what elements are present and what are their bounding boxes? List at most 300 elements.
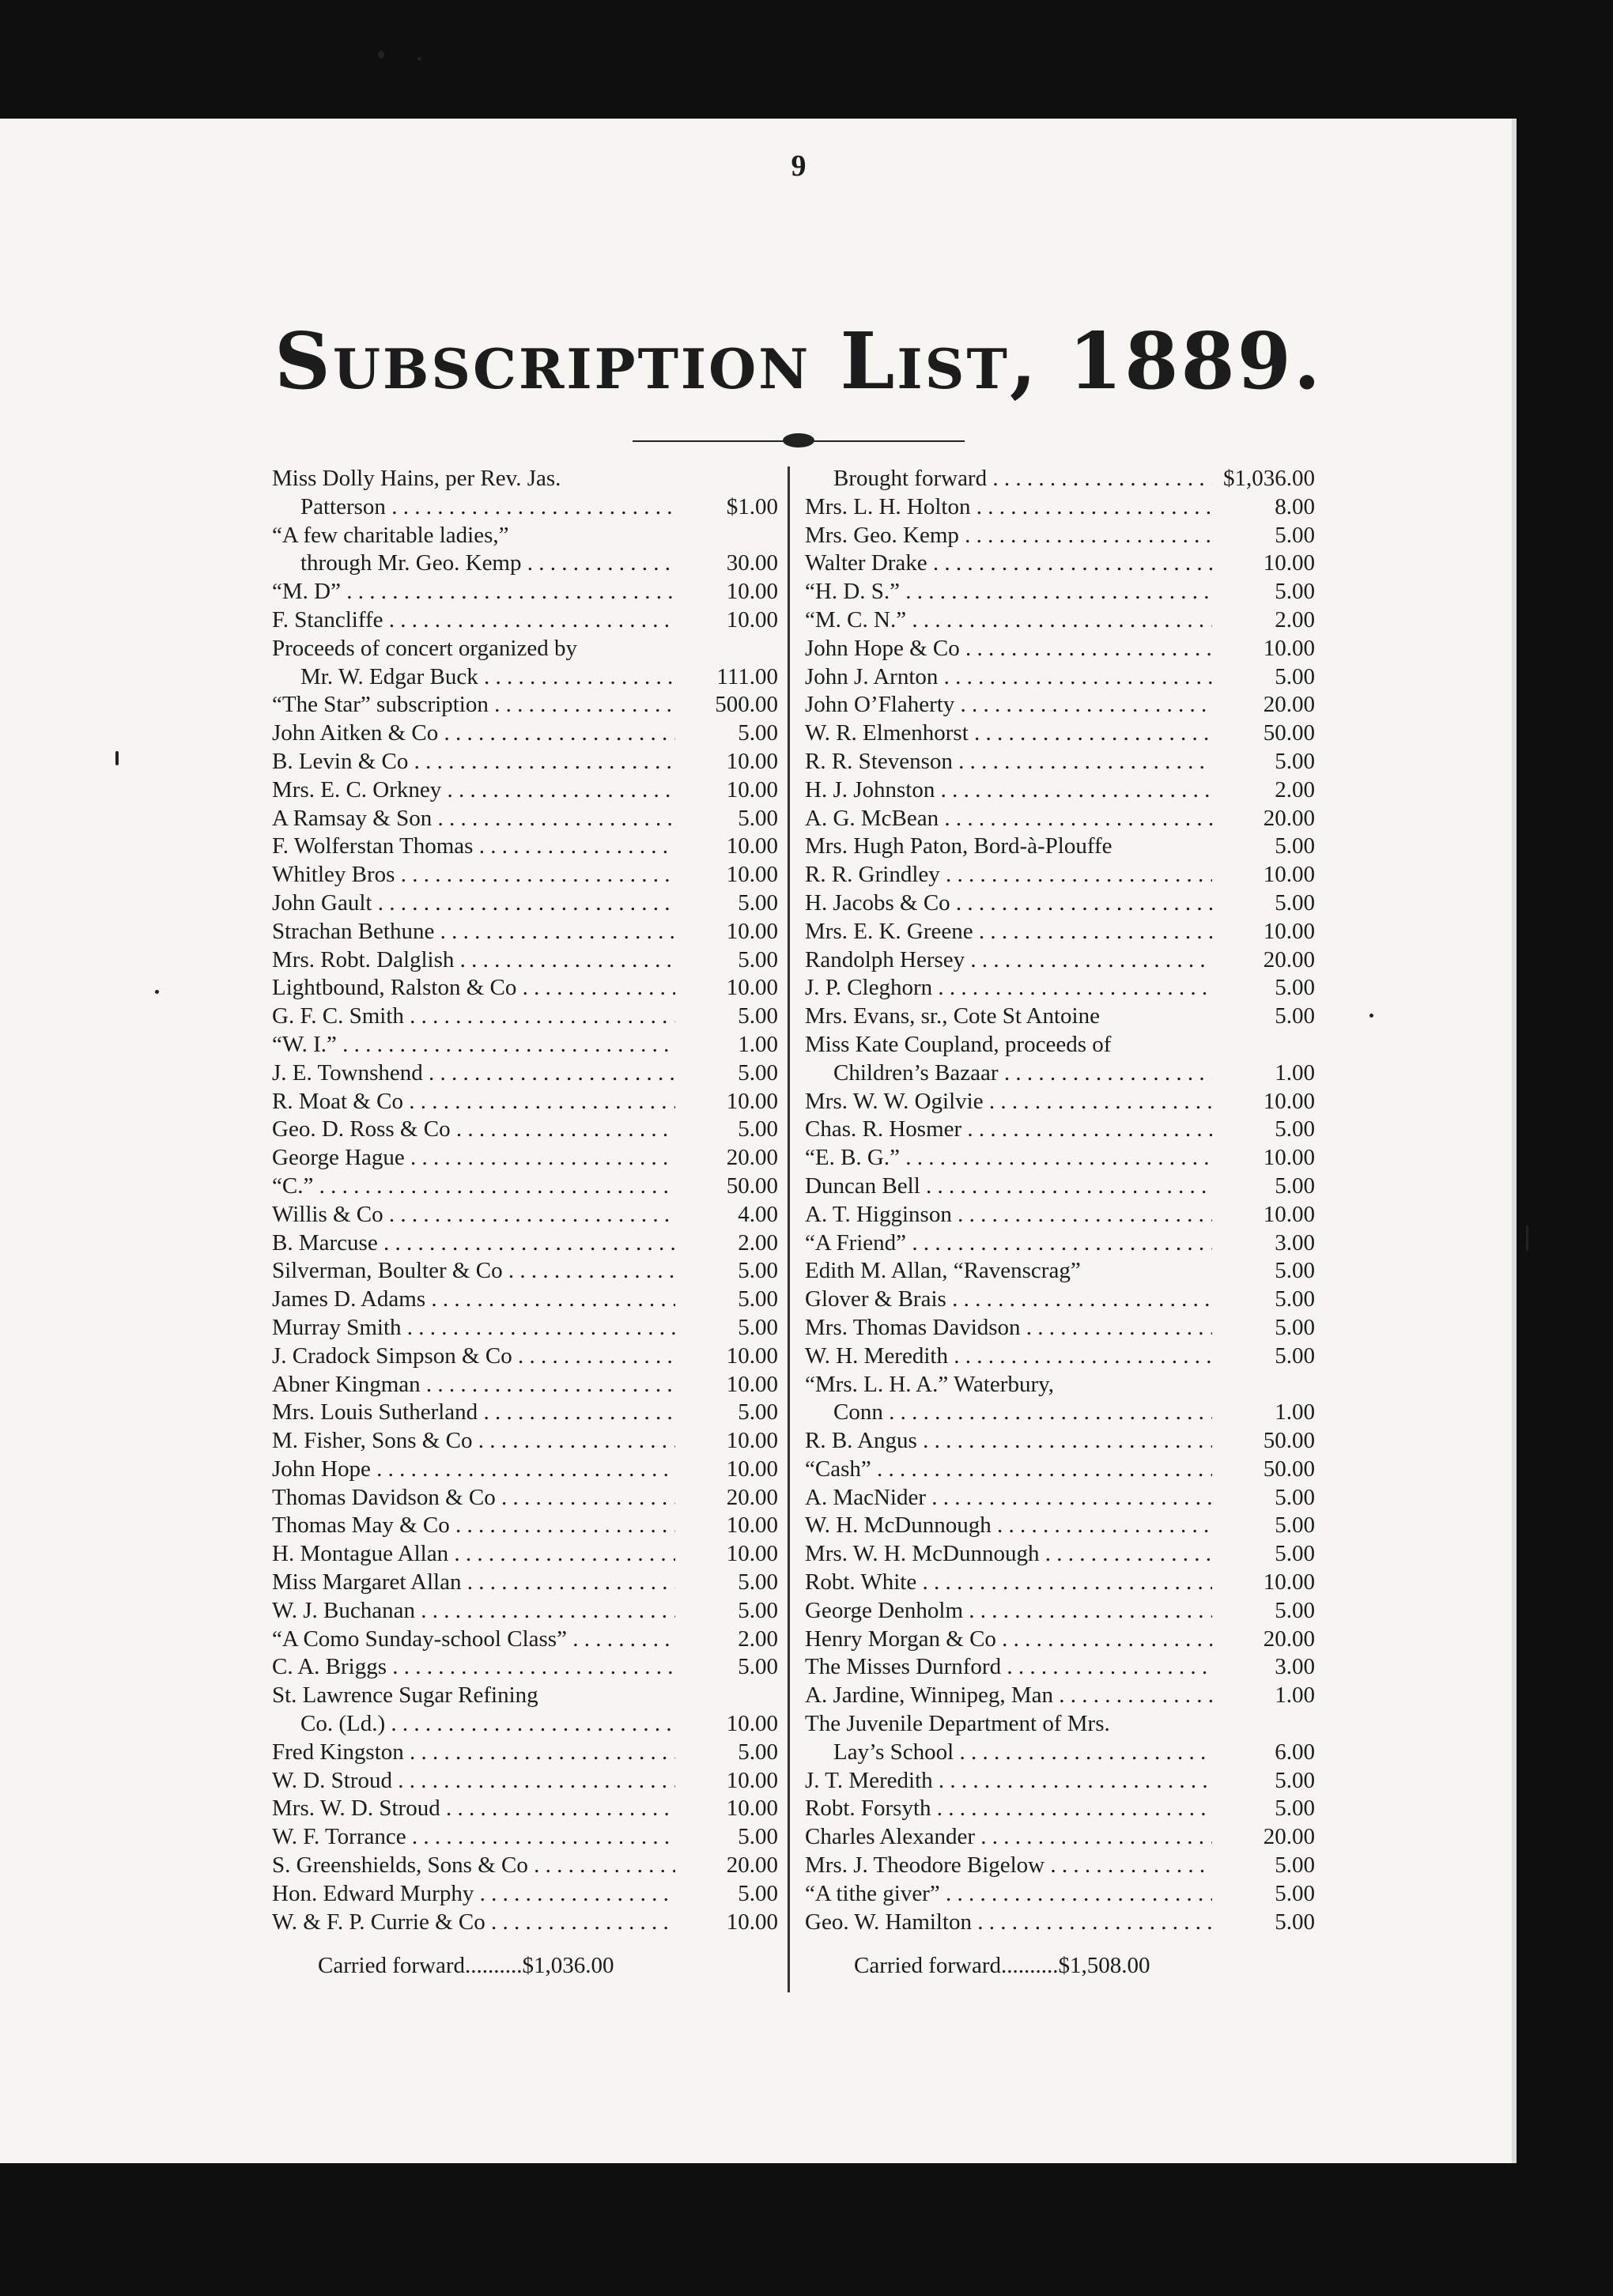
subscription-entry [272,549,778,578]
subscription-amount: 20.00 [1263,946,1315,972]
subscription-entry [272,1003,778,1031]
subscriber-name: W. D. Stroud . . . [272,1767,675,1796]
subscription-amount: 5.00 [1275,1484,1315,1510]
subscription-entry [272,1653,778,1682]
subscriber-name: John J. Arnton . . . [805,663,1212,692]
subscription-amount: 5.00 [1275,579,1315,605]
subscription-amount: 5.00 [1275,1258,1315,1284]
subscription-amount: 10.00 [1263,635,1315,661]
subscriber-name: Glover & Brais . . . [805,1286,1212,1314]
subscription-entry [272,1286,778,1314]
subscriber-name: Whitley Bros . . . [272,861,675,889]
subscription-amount: 10.00 [726,1767,778,1793]
subscriber-name: Conn . . . [833,1399,1212,1427]
subscription-amount: 5.00 [1275,833,1315,859]
subscriber-name: R. B. Angus . . . [805,1427,1212,1456]
subscriber-name: Thomas Davidson & Co . . . [272,1484,675,1512]
subscription-entry [805,522,1315,550]
subscription-entry [805,1031,1315,1059]
subscription-entry [805,1569,1315,1597]
subscription-amount: 4.00 [738,1201,778,1227]
subscriber-name: Lightbound, Ralston & Co . . . [272,974,675,1003]
subscription-amount: 10.00 [1263,550,1315,576]
subscription-amount: 5.00 [738,720,778,746]
subscriber-name: Mrs. J. Theodore Bigelow . . . [805,1852,1212,1880]
subscriber-name: Thomas May & Co . . . [272,1512,675,1540]
subscriber-name: J. P. Cleghorn . . . [805,974,1212,1003]
subscriber-name: The Misses Durnford . . . [805,1653,1212,1682]
subscription-entry [272,1116,778,1144]
subscription-entry [272,1456,778,1484]
subscription-amount: 20.00 [1263,1824,1315,1850]
subscriber-name: R. Moat & Co . . . [272,1088,675,1116]
subscriber-name: F. Wolferstan Thomas . . . [272,833,675,861]
subscription-entry [805,1512,1315,1540]
subscriber-name: Geo. D. Ross & Co . . . [272,1116,675,1144]
title-ornament [633,433,965,449]
subscription-entry [272,1257,778,1286]
subscription-entry [272,776,778,805]
subscriber-name: Strachan Bethune . . . [272,918,675,946]
subscription-entry [272,1031,778,1059]
subscription-amount: 10.00 [726,1342,778,1369]
subscription-amount: 5.00 [738,946,778,972]
subscription-amount: 5.00 [1275,748,1315,774]
subscriber-name: James D. Adams . . . [272,1286,675,1314]
subscription-amount: 10.00 [1263,1145,1315,1171]
subscription-entry [805,1852,1315,1880]
subscription-amount: $1,036.00 [1223,466,1315,491]
subscriber-name: Randolph Hersey . . . [805,946,1212,975]
subscription-entry [272,1540,778,1569]
subscription-entry [805,549,1315,578]
subscription-amount: 5.00 [1275,1597,1315,1623]
subscriber-name: Henry Morgan & Co . . . [805,1626,1212,1654]
subscriber-name: W. J. Buchanan . . . [272,1597,675,1626]
subscription-amount: 1.00 [1275,1059,1315,1086]
subscription-entry [805,493,1315,522]
subscriber-name: “C.” . . . [272,1173,675,1201]
subscription-amount: 10.00 [726,1541,778,1567]
subscriber-name: Abner Kingman . . . [272,1371,675,1399]
subscriber-name: F. Stancliffe . . . [272,606,675,635]
subscription-amount: 5.00 [1275,1342,1315,1369]
subscriber-name: “A Friend” . . . [805,1229,1212,1258]
subscription-amount: 5.00 [1275,522,1315,548]
subscription-amount: 5.00 [1275,1003,1315,1029]
subscriber-name: Robt. Forsyth . . . [805,1795,1212,1823]
subscriber-name: H. Jacobs & Co . . . [805,889,1212,918]
subscriber-name: Hon. Edward Murphy . . . [272,1880,675,1909]
subscriber-name: Fred Kingston . . . [272,1739,675,1767]
subscriber-name: B. Marcuse . . . [272,1229,675,1258]
subscriber-name: Mrs. E. K. Greene . . . [805,918,1212,946]
subscriber-name: R. R. Grindley . . . [805,861,1212,889]
subscriber-name: A. Jardine, Winnipeg, Man . . . [805,1682,1212,1710]
subscription-amount: 5.00 [1275,1880,1315,1906]
subscription-entry [272,635,778,663]
subscription-entry [272,1909,778,1937]
subscription-entry [805,1739,1315,1767]
specks [1369,1014,1373,1018]
specks [417,57,421,61]
subscription-amount: 5.00 [738,1569,778,1595]
subscriber-name: Charles Alexander . . . [805,1823,1212,1852]
subscriber-name: R. R. Stevenson . . . [805,748,1212,776]
subscription-entry [272,1795,778,1823]
subscription-amount: 5.00 [738,1739,778,1765]
subscription-entry [805,1342,1315,1371]
subscription-amount: 5.00 [738,1258,778,1284]
subscription-amount: 5.00 [1275,1852,1315,1879]
subscription-entry [272,1229,778,1258]
subscriber-name: Mrs. Evans, sr., Cote St Antoine [805,1003,1100,1029]
subscription-amount: 5.00 [738,1597,778,1623]
subscription-entry [805,1626,1315,1654]
subscription-entry [805,1823,1315,1852]
subscriber-name: Children’s Bazaar . . . [833,1059,1212,1088]
subscription-entry [805,1088,1315,1116]
subscription-entry [272,974,778,1003]
specks [155,990,159,994]
subscription-amount: 2.00 [1275,606,1315,633]
subscription-amount: 1.00 [738,1031,778,1057]
subscription-entry [272,918,778,946]
subscriber-name: Co. (Ld.) . . . [300,1710,675,1739]
subscriber-name: John Hope & Co . . . [805,635,1212,663]
subscription-entry [805,719,1315,748]
subscription-amount: 30.00 [726,550,778,576]
subscriber-name: H. Montague Allan . . . [272,1540,675,1569]
subscription-entry [805,861,1315,889]
subscription-amount: 10.00 [726,918,778,944]
subscriber-name: “A Como Sunday-school Class” . . . [272,1626,675,1654]
subscriber-name: W. & F. P. Currie & Co . . . [272,1909,675,1937]
subscription-entry [272,748,778,776]
subscription-amount: 5.00 [1275,1173,1315,1199]
subscription-entry [272,1739,778,1767]
subscription-amount: 20.00 [1263,692,1315,718]
subscriber-name: “Cash” . . . [805,1456,1212,1484]
subscription-entry [805,578,1315,606]
subscriber-name: “M. C. N.” . . . [805,606,1212,635]
subscription-entry [272,1484,778,1512]
subscription-amount: $1.00 [726,493,778,519]
subscription-entry [272,1626,778,1654]
subscription-entry [805,606,1315,635]
subscriber-name: Brought forward . . . [833,465,1212,493]
subscription-amount: 5.00 [738,1314,778,1340]
subscription-amount: 5.00 [738,1059,778,1086]
subscription-amount: 10.00 [726,606,778,633]
subscription-amount: 5.00 [738,1286,778,1312]
subscriber-name: John Hope . . . [272,1456,675,1484]
subscription-entry [272,1342,778,1371]
subscriber-name: M. Fisher, Sons & Co . . . [272,1427,675,1456]
subscription-entry [272,1880,778,1909]
subscription-entry [805,748,1315,776]
subscriber-name: Mrs. Louis Sutherland . . . [272,1399,675,1427]
subscription-entry [272,1173,778,1201]
subscription-entry [805,1540,1315,1569]
subscriber-name: John Gault . . . [272,889,675,918]
subscription-entry [272,1059,778,1088]
subscriber-name: “The Star” subscription . . . [272,691,675,719]
subscription-entry [272,1088,778,1116]
subscriber-name: The Juvenile Department of Mrs. [805,1711,1110,1737]
subscription-amount: 10.00 [726,1456,778,1482]
subscriber-name: W. R. Elmenhorst . . . [805,719,1212,748]
subscription-entry [805,1597,1315,1626]
subscription-amount: 50.00 [726,1173,778,1199]
subscription-amount: 3.00 [1275,1654,1315,1680]
subscription-entry [272,1399,778,1427]
subscription-amount: 10.00 [726,1512,778,1539]
subscription-amount: 5.00 [1275,1286,1315,1312]
subscription-amount: 10.00 [726,776,778,802]
subscriber-name: Mrs. E. C. Orkney . . . [272,776,675,805]
subscription-amount: 10.00 [726,579,778,605]
subscriber-name: J. T. Meredith . . . [805,1767,1212,1796]
subscription-entry [272,606,778,635]
subscription-amount: 10.00 [726,1428,778,1454]
subscriber-name: “M. D” . . . [272,578,675,606]
subscriber-name: Mrs. Hugh Paton, Bord-à-Plouffe [805,833,1112,859]
subscription-amount: 10.00 [726,1088,778,1114]
subscription-amount: 10.00 [1263,1088,1315,1114]
subscriber-name: John Aitken & Co . . . [272,719,675,748]
subscriber-name: A. T. Higginson . . . [805,1201,1212,1229]
subscriber-name: Mrs. Robt. Dalglish . . . [272,946,675,975]
subscriber-name: A. G. McBean . . . [805,805,1212,833]
subscription-entry [805,776,1315,805]
subscription-entry [805,635,1315,663]
subscription-entry [805,1427,1315,1456]
subscription-entry [272,578,778,606]
subscription-amount: 20.00 [1263,805,1315,831]
subscriber-name: Mrs. Thomas Davidson . . . [805,1314,1212,1342]
subscription-amount: 10.00 [726,833,778,859]
subscription-entry [805,1909,1315,1937]
subscription-entry [805,1456,1315,1484]
subscription-entry [805,946,1315,975]
subscriber-name: Mrs. W. H. McDunnough . . . [805,1540,1212,1569]
subscription-entry [272,1682,778,1710]
subscriber-name: A Ramsay & Son . . . [272,805,675,833]
subscription-amount: 2.00 [738,1626,778,1652]
subscription-entry [272,1569,778,1597]
subscription-entry [272,465,778,493]
subscription-amount: 10.00 [1263,918,1315,944]
subscription-amount: 1.00 [1275,1399,1315,1426]
subscriber-name: Miss Margaret Allan . . . [272,1569,675,1597]
subscriber-name: G. F. C. Smith . . . [272,1003,675,1031]
subscription-entry [805,465,1315,493]
subscription-amount: 20.00 [726,1852,778,1879]
subscription-entry [272,1314,778,1342]
subscriber-name: S. Greenshields, Sons & Co . . . [272,1852,675,1880]
subscription-amount: 50.00 [1263,720,1315,746]
subscription-amount: 10.00 [726,1371,778,1397]
subscription-entry [272,1144,778,1173]
subscription-amount: 5.00 [738,889,778,916]
subscriber-name: Mr. W. Edgar Buck . . . [300,663,675,692]
subscriber-name: Proceeds of concert organized by [272,635,577,661]
subscription-entry [272,691,778,719]
right-column [805,465,1315,1936]
subscription-entry [805,1484,1315,1512]
subscriber-name: J. E. Townshend . . . [272,1059,675,1088]
subscription-amount: 5.00 [738,1824,778,1850]
subscriber-name: J. Cradock Simpson & Co . . . [272,1342,675,1371]
subscriber-name: “W. I.” . . . [272,1031,675,1059]
subscription-amount: 500.00 [715,692,778,718]
subscriber-name: W. H. Meredith . . . [805,1342,1212,1371]
subscription-entry [272,1710,778,1739]
subscriber-name: Mrs. Geo. Kemp . . . [805,522,1212,550]
subscription-amount: 50.00 [1263,1428,1315,1454]
subscription-amount: 5.00 [1275,1796,1315,1822]
subscription-entry [272,1201,778,1229]
subscription-entry [805,805,1315,833]
subscription-entry [805,1767,1315,1796]
subscriber-name: Silverman, Boulter & Co . . . [272,1257,675,1286]
subscription-entry [805,1229,1315,1258]
subscription-entry [805,663,1315,692]
subscriber-name: Walter Drake . . . [805,549,1212,578]
subscriber-name: Chas. R. Hosmer . . . [805,1116,1212,1144]
subscription-entry [272,1512,778,1540]
subscription-amount: 8.00 [1275,493,1315,519]
subscription-amount: 5.00 [1275,1512,1315,1539]
subscription-amount: 10.00 [726,1711,778,1737]
subscription-entry [805,1201,1315,1229]
subscription-entry [805,1059,1315,1088]
subscription-entry [805,1710,1315,1739]
page-number: 9 [791,149,806,183]
subscription-amount: 10.00 [726,1796,778,1822]
subscriber-name: Duncan Bell . . . [805,1173,1212,1201]
subscription-entry [272,833,778,861]
subscription-amount: 5.00 [1275,1314,1315,1340]
subscriber-name: Mrs. L. H. Holton . . . [805,493,1212,522]
subscription-entry [272,946,778,975]
subscriber-name: “H. D. S.” . . . [805,578,1212,606]
subscription-amount: 10.00 [1263,1201,1315,1227]
subscription-amount: 5.00 [1275,889,1315,916]
subscription-entry [272,1427,778,1456]
subscription-entry [805,1257,1315,1286]
subscriber-name: George Denholm . . . [805,1597,1212,1626]
subscription-amount: 5.00 [738,1116,778,1142]
subscriber-name: B. Levin & Co . . . [272,748,675,776]
subscription-entry [272,1371,778,1399]
subscription-amount: 1.00 [1275,1682,1315,1709]
subscription-amount: 5.00 [1275,1116,1315,1142]
subscription-entry [805,1682,1315,1710]
subscriber-name: C. A. Briggs . . . [272,1653,675,1682]
subscriber-name: through Mr. Geo. Kemp . . . [300,549,675,578]
subscription-entry [805,1399,1315,1427]
subscription-amount: 5.00 [1275,1767,1315,1793]
subscription-amount: 2.00 [738,1229,778,1256]
subscriber-name: W. H. McDunnough . . . [805,1512,1212,1540]
subscriber-name: St. Lawrence Sugar Refining [272,1682,538,1709]
subscription-entry [272,1597,778,1626]
specks [1526,1225,1528,1251]
subscription-entry [805,1144,1315,1173]
subscription-amount: 20.00 [726,1145,778,1171]
subscription-entry [272,1767,778,1796]
subscription-entry [805,1003,1315,1031]
left-column [272,465,778,1936]
subscription-amount: 10.00 [726,862,778,888]
subscription-entry [272,1852,778,1880]
subscription-amount: 5.00 [738,1003,778,1029]
carried-forward-left: Carried forward..........$1,036.00 [318,1953,614,1978]
page-title: Subscription List, 1889. [274,316,1323,407]
subscriber-name: H. J. Johnston . . . [805,776,1212,805]
subscriber-name: “A few charitable ladies,” [272,522,509,548]
subscription-amount: 50.00 [1263,1456,1315,1482]
subscription-entry [805,974,1315,1003]
subscription-entry [805,1314,1315,1342]
subscription-amount: 5.00 [1275,663,1315,689]
specks [378,51,384,59]
subscription-entry [805,1795,1315,1823]
subscription-entry [805,918,1315,946]
subscriber-name: Miss Dolly Hains, per Rev. Jas. [272,466,561,491]
subscription-entry [805,1116,1315,1144]
subscription-amount: 20.00 [726,1484,778,1510]
subscriber-name: Mrs. W. D. Stroud . . . [272,1795,675,1823]
subscription-amount: 5.00 [738,1399,778,1426]
subscriber-name: Patterson . . . [300,493,675,522]
subscription-amount: 5.00 [738,805,778,831]
carried-forward-right: Carried forward..........$1,508.00 [854,1953,1150,1978]
subscription-entry [272,861,778,889]
subscription-amount: 10.00 [1263,1569,1315,1595]
subscription-entry [805,1371,1315,1399]
subscriber-name: Lay’s School . . . [833,1739,1212,1767]
subscriber-name: “A tithe giver” . . . [805,1880,1212,1909]
subscription-entry [272,663,778,692]
subscription-amount: 5.00 [738,1654,778,1680]
subscriber-name: John O’Flaherty . . . [805,691,1212,719]
subscriber-name: Mrs. W. W. Ogilvie . . . [805,1088,1212,1116]
subscription-entry [805,1286,1315,1314]
subscription-entry [805,889,1315,918]
subscription-entry [272,522,778,550]
subscriber-name: Miss Kate Coupland, proceeds of [805,1031,1112,1057]
subscription-amount: 5.00 [1275,1541,1315,1567]
subscriber-name: “E. B. G.” . . . [805,1144,1212,1173]
subscription-amount: 6.00 [1275,1739,1315,1765]
subscription-entry [272,719,778,748]
subscriber-name: A. MacNider . . . [805,1484,1212,1512]
subscription-amount: 3.00 [1275,1229,1315,1256]
column-divider [788,466,790,1992]
subscription-amount: 5.00 [1275,975,1315,1001]
subscriber-name: Geo. W. Hamilton . . . [805,1909,1212,1937]
subscription-entry [272,493,778,522]
subscriber-name: “Mrs. L. H. A.” Waterbury, [805,1371,1054,1397]
subscription-entry [805,1880,1315,1909]
subscription-amount: 10.00 [1263,862,1315,888]
subscription-entry [805,691,1315,719]
specks [115,751,119,765]
subscriber-name: W. F. Torrance . . . [272,1823,675,1852]
